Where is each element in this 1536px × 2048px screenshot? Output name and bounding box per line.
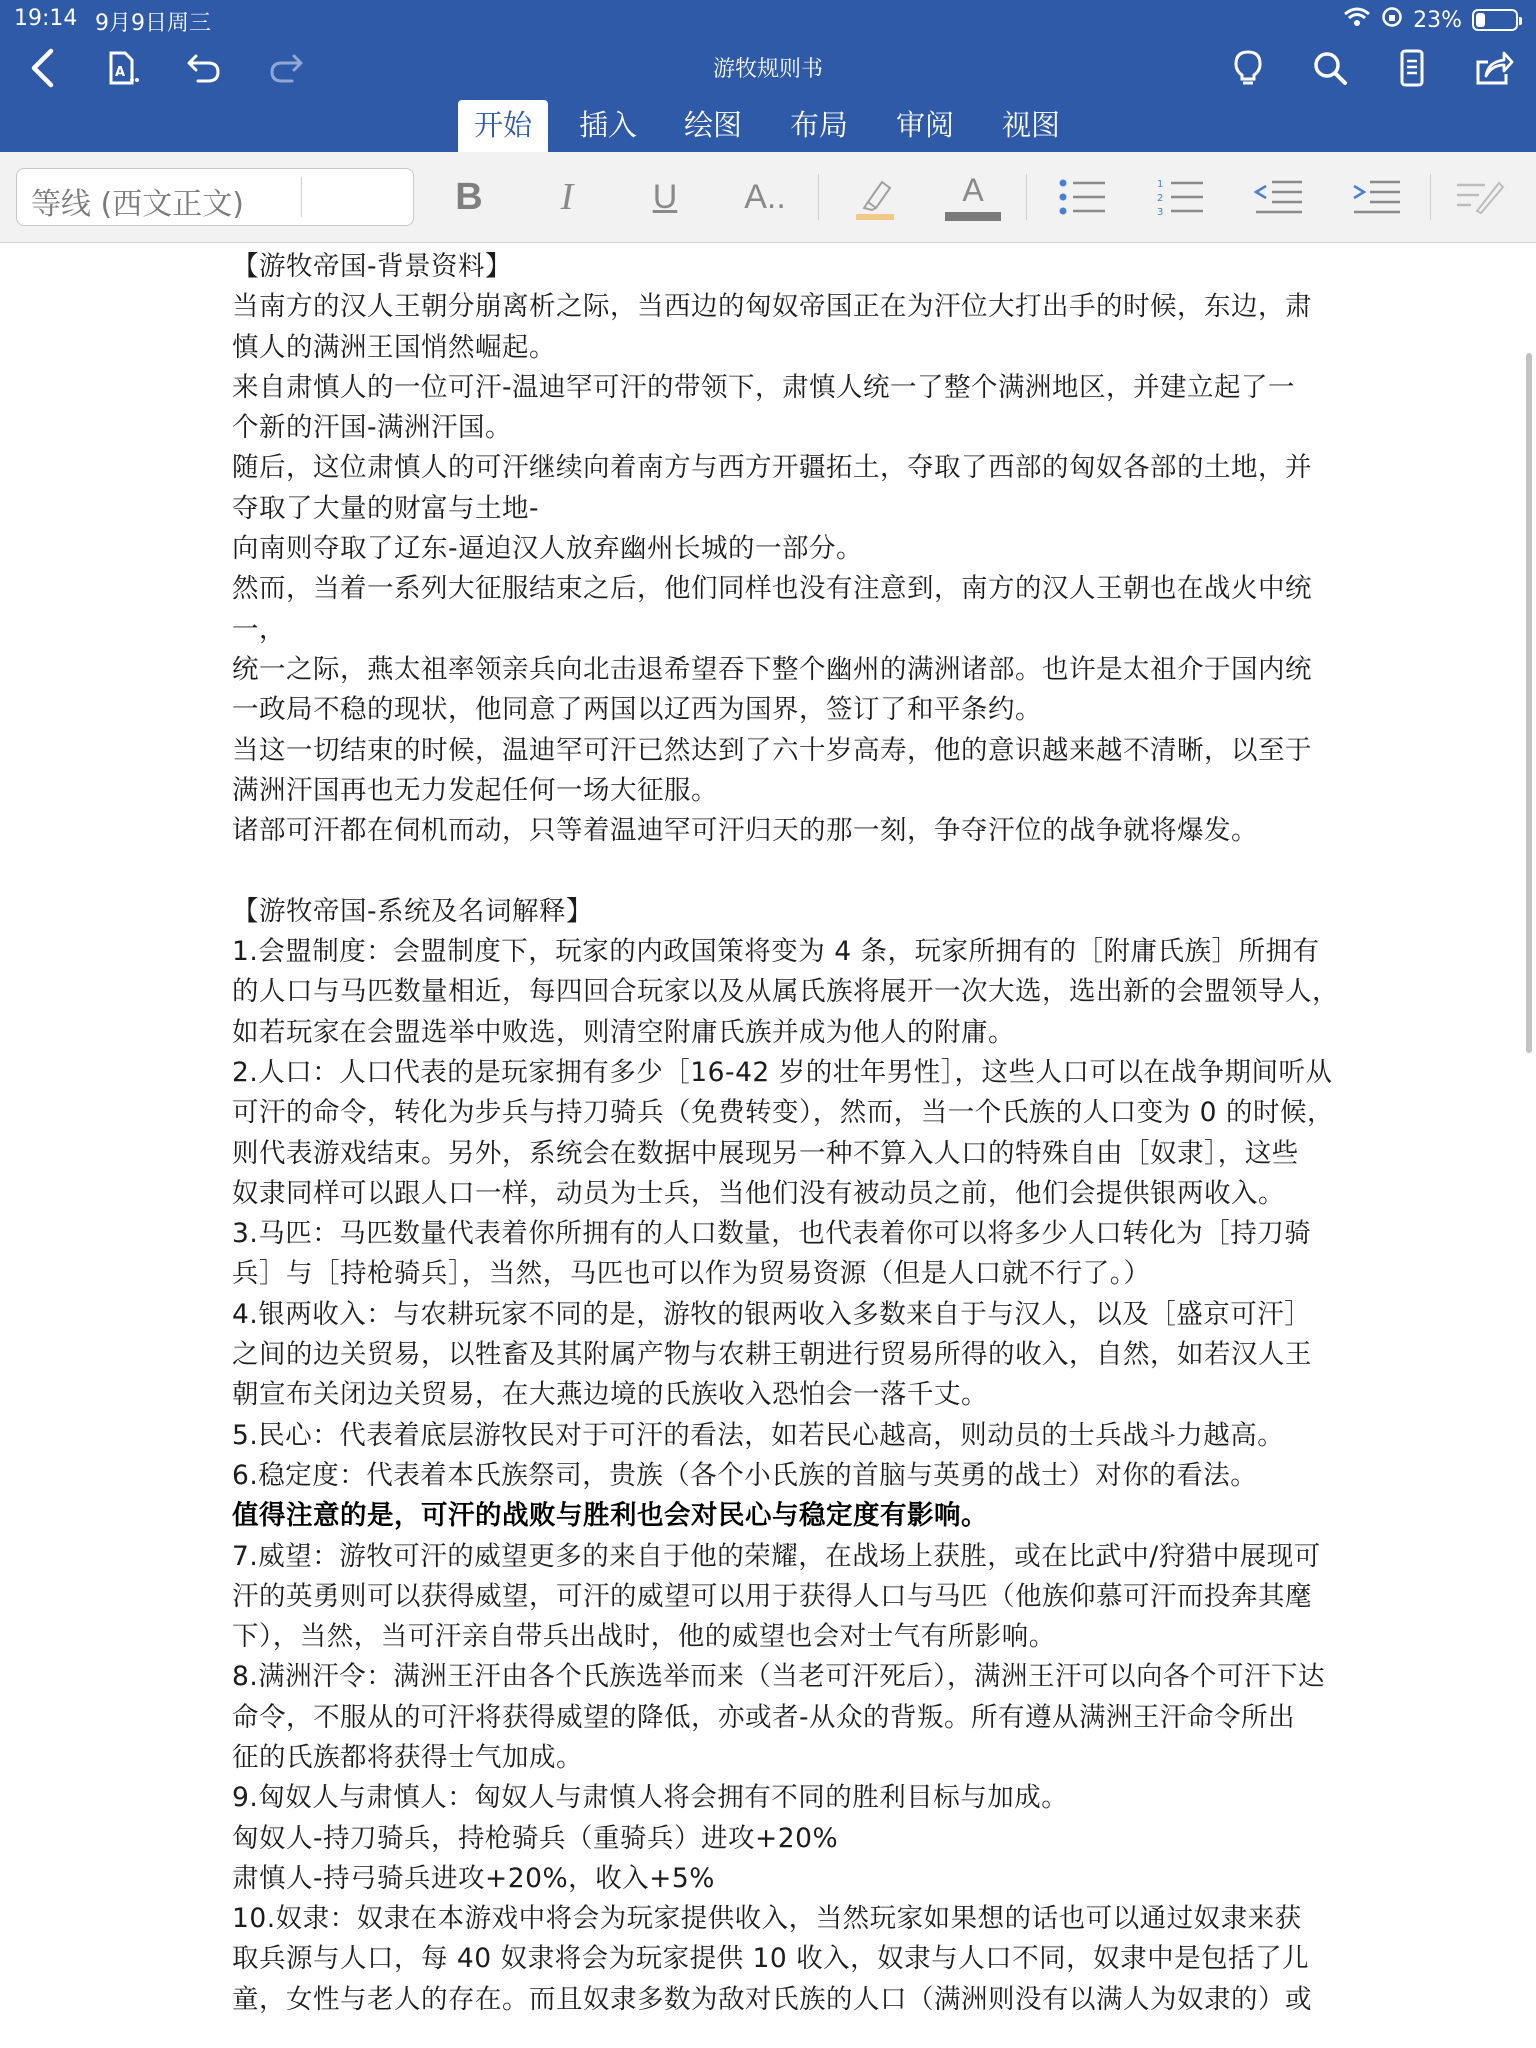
tab-layout[interactable]: 布局 [789, 108, 848, 142]
font-color-letter: A [962, 171, 984, 208]
decrease-indent-icon [1252, 178, 1306, 216]
svg-text:2: 2 [1157, 193, 1164, 204]
numbered-list-button[interactable] [1146, 166, 1216, 228]
document-line [232, 851, 1312, 891]
status-right-group [1343, 6, 1518, 34]
font-name-field[interactable] [16, 168, 414, 226]
italic-button[interactable] [532, 166, 602, 228]
bullet-list-icon [1057, 177, 1109, 217]
document-title: 游牧规则书 [712, 57, 823, 82]
highlighter-icon [850, 172, 900, 222]
document-line: 满洲汗国再也无力发起任何一场大征服。 [232, 774, 718, 806]
font-style-icon: A.. [744, 177, 786, 216]
tab-view[interactable]: 视图 [1001, 108, 1060, 142]
document-line: 当南方的汉人王朝分崩离析之际，当西边的匈奴帝国正在为汗位大打出手的时候，东边，肃 [232, 291, 1312, 323]
vertical-scrollbar[interactable] [1526, 353, 1532, 1053]
formatting-toolbar [0, 152, 1536, 243]
font-style-button[interactable] [730, 166, 800, 228]
document-line: 8.满洲汗令：满洲王汗由各个氏族选举而来（当老可汗死后），满洲王汗可以向各个可汗下达 [232, 1661, 1326, 1693]
document-line: 兵］与［持枪骑兵］，当然，马匹也可以作为贸易资源（但是人口就不行了。） [232, 1258, 1151, 1290]
bold-button[interactable] [434, 166, 504, 228]
document-line: 可汗的命令，转化为步兵与持刀骑兵（免费转变），然而，当一个氏族的人口变为 0 的时候， [232, 1097, 1334, 1129]
document-line: 匈奴人-持刀骑兵，持枪骑兵（重骑兵）进攻+20% [232, 1822, 839, 1854]
document-line: 朝宣布关闭边关贸易，在大燕边境的氏族收入恐怕会一落千丈。 [232, 1379, 988, 1411]
document-line: 命令，不服从的可汗将获得威望的降低，亦或者-从众的背叛。所有遵从满洲王汗命令所出 [232, 1701, 1296, 1733]
document-line: 童，女性与老人的存在。而且奴隶多数为敌对氏族的人口（满洲则没有以满人为奴隶的）或 [232, 1983, 1312, 2015]
document-line: 10.奴隶：奴隶在本游戏中将会为玩家提供收入，当然玩家如果想的话也可以通过奴隶来获 [232, 1903, 1302, 1935]
svg-text:A: A [115, 65, 126, 80]
document-line: 【游牧帝国-系统及名词解释】 [232, 895, 594, 927]
ribbon-tabs [0, 98, 1536, 152]
status-time: 19:14 [14, 6, 78, 31]
document-line: 一， [232, 613, 286, 645]
document-line: 随后，这位肃慎人的可汗继续向着南方与西方开疆拓土，夺取了西部的匈奴各部的土地，并 [232, 452, 1312, 484]
document-line: 奴隶同样可以跟人口一样，动员为士兵，当他们没有被动员之前，他们会提供银两收入。 [232, 1177, 1285, 1209]
underline-button[interactable] [630, 166, 700, 228]
document-line: 当这一切结束的时候，温迪罕可汗已然达到了六十岁高寿，他的意识越来越不清晰，以至于 [232, 734, 1312, 766]
document-line: 1.会盟制度：会盟制度下，玩家的内政国策将变为 4 条，玩家所拥有的［附庸氏族］所拥有 [232, 936, 1320, 968]
tab-insert[interactable]: 插入 [578, 108, 637, 142]
search-icon[interactable] [1304, 42, 1356, 94]
document-canvas[interactable] [0, 243, 1536, 2048]
document-body[interactable] [232, 247, 1339, 2020]
font-color-button[interactable] [938, 166, 1008, 228]
document-line: 来自肃慎人的一位可汗-温迪罕可汗的带领下，肃慎人统一了整个满洲地区，并建立起了一 [232, 371, 1296, 403]
document-line: 的人口与马匹数量相近，每四回合玩家以及从属氏族将展开一次大选，选出新的会盟领导人， [232, 976, 1339, 1008]
styles-button[interactable] [1446, 166, 1516, 228]
highlight-color-button[interactable] [840, 166, 910, 228]
document-line: 夺取了大量的财富与土地- [232, 492, 540, 524]
document-line: 个新的汗国-满洲汗国。 [232, 412, 513, 444]
font-color-icon [945, 171, 1001, 221]
font-name-value: 等线 (西文正文) [31, 187, 244, 222]
title-bar [0, 40, 1536, 98]
font-color-swatch [945, 212, 1001, 221]
tab-draw[interactable]: 绘图 [683, 108, 742, 142]
document-line: 6.稳定度：代表着本氏族祭司，贵族（各个小氏族的首脑与英勇的战士）对你的看法。 [232, 1459, 1258, 1491]
svg-text:1: 1 [1157, 179, 1164, 190]
increase-indent-icon [1350, 178, 1404, 216]
document-line: 则代表游戏结束。另外，系统会在数据中展现另一种不算入人口的特殊自由［奴隶］，这些 [232, 1137, 1299, 1169]
styles-brush-icon [1455, 177, 1507, 217]
document-line: 【游牧帝国-背景资料】 [232, 251, 513, 282]
document-line: 统一之际，燕太祖率领亲兵向北击退希望吞下整个幽州的满洲诸部。也许是太祖介于国内统 [232, 653, 1312, 685]
document-line: 取兵源与人口，每 40 奴隶将会为玩家提供 10 收入，奴隶与人口不同，奴隶中是包括了儿 [232, 1943, 1310, 1975]
bullet-list-button[interactable] [1048, 166, 1118, 228]
document-line: 征的氏族都将获得士气加成。 [232, 1741, 583, 1773]
decrease-indent-button[interactable] [1244, 166, 1314, 228]
tab-home[interactable]: 开始 [458, 100, 548, 152]
svg-text:3: 3 [1157, 207, 1164, 218]
document-line: 一政局不稳的现状，他同意了两国以辽西为国界，签订了和平条约。 [232, 694, 1042, 726]
lightbulb-icon[interactable] [1222, 42, 1274, 94]
tab-review[interactable]: 审阅 [895, 108, 954, 142]
status-date: 9月9日周三 [95, 11, 211, 36]
status-bar [0, 0, 1536, 40]
document-line: 肃慎人-持弓骑兵进攻+20%，收入+5% [232, 1862, 715, 1894]
underline-icon: U [652, 177, 678, 216]
share-icon[interactable] [1468, 42, 1520, 94]
toolbar-divider [1430, 174, 1431, 220]
document-line: 汗的英勇则可以获得威望，可汗的威望可以用于获得人口与马匹（他族仰慕可汗而投奔其麾 [232, 1580, 1312, 1612]
document-line: 如若玩家在会盟选举中败选，则清空附庸氏族并成为他人的附庸。 [232, 1016, 1015, 1048]
document-line: 7.威望：游牧可汗的威望更多的来自于他的荣耀，在战场上获胜，或在比武中/狩猎中展现可 [232, 1540, 1321, 1572]
increase-indent-button[interactable] [1342, 166, 1412, 228]
document-line: 向南则夺取了辽东-逼迫汉人放弃幽州长城的一部分。 [232, 533, 864, 565]
bold-icon: B [455, 175, 483, 218]
document-line: 下），当然，当可汗亲自带兵出战时，他的威望也会对士气有所影响。 [232, 1621, 1056, 1653]
document-line: 5.民心：代表着底层游牧民对于可汗的看法，如若民心越高，则动员的士兵战斗力越高。 [232, 1419, 1285, 1451]
font-size-divider [301, 177, 302, 217]
document-line: 4.银两收入：与农耕玩家不同的是，游牧的银两收入多数来自于与汉人，以及［盛京可汗］ [232, 1298, 1312, 1330]
document-line: 慎人的满洲王国悄然崛起。 [232, 331, 556, 363]
phone-view-icon[interactable] [1386, 42, 1438, 94]
toolbar-divider [818, 174, 819, 220]
toolbar-divider [1026, 174, 1027, 220]
wifi-icon [1343, 6, 1371, 34]
orientation-lock-icon [1381, 6, 1403, 34]
italic-icon: I [560, 176, 574, 218]
document-line: 之间的边关贸易，以牲畜及其附属产物与农耕王朝进行贸易所得的收入，自然，如若汉人王 [232, 1339, 1312, 1371]
document-line: 2.人口：人口代表的是玩家拥有多少［16-42 岁的壮年男性］，这些人口可以在战争期间听从 [232, 1056, 1333, 1088]
document-line: 然而，当着一系列大征服结束之后，他们同样也没有注意到，南方的汉人王朝也在战火中统 [232, 573, 1312, 605]
document-line-bold: 值得注意的是，可汗的战败与胜利也会对民心与稳定度有影响。 [232, 1500, 988, 1532]
battery-icon [1472, 9, 1518, 31]
document-line: 9.匈奴人与肃慎人：匈奴人与肃慎人将会拥有不同的胜利目标与加成。 [232, 1782, 1069, 1814]
document-line: 诸部可汗都在伺机而动，只等着温迪罕可汗归天的那一刻，争夺汗位的战争就将爆发。 [232, 815, 1258, 847]
numbered-list-icon [1155, 176, 1207, 218]
battery-percent: 23% [1413, 7, 1462, 33]
document-line: 3.马匹：马匹数量代表着你所拥有的人口数量，也代表着你可以将多少人口转化为［持刀骑 [232, 1218, 1312, 1250]
